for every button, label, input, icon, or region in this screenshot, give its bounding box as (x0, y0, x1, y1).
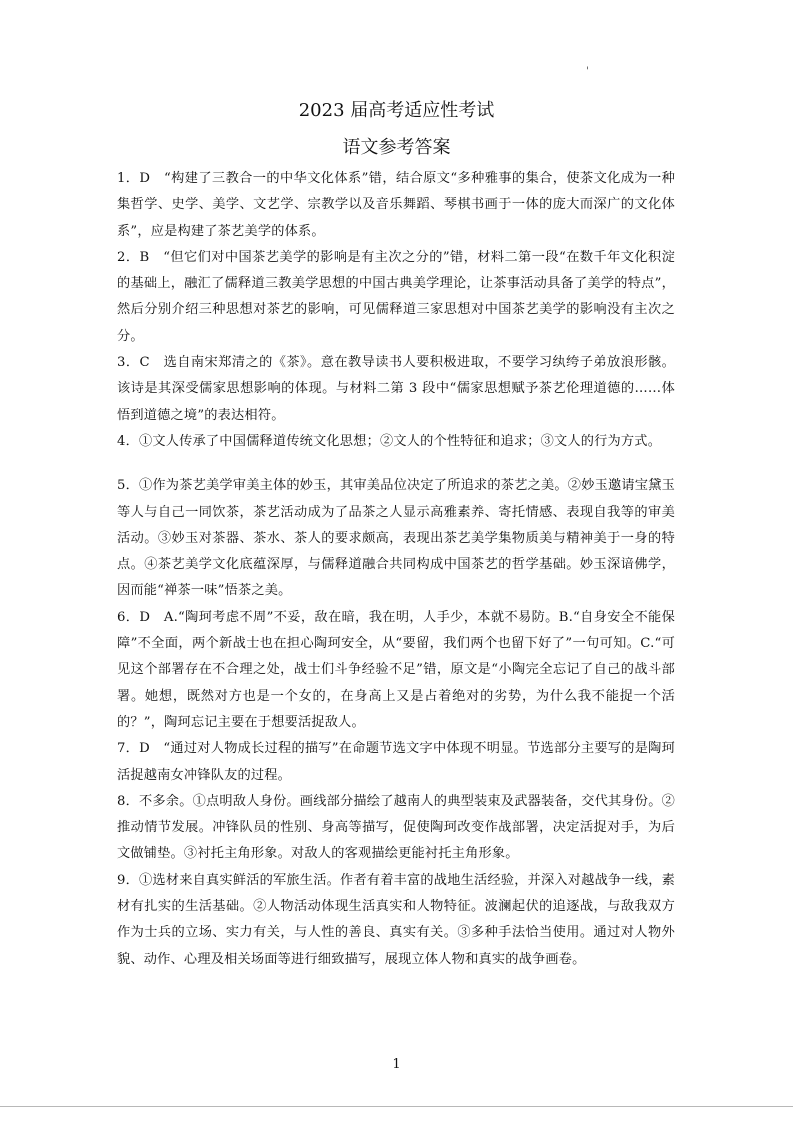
page-number: 1 (392, 1057, 401, 1072)
answer-item: 6．D A.“陶珂考虑不周”不妥，敌在暗，我在明，人手少，本就不易防。B.“自身安全不能保障”不全面，两个新战士也在担心陶珂安全，从“要留，我们两个也留下好了”一句可知。C.“可见这个部署存在不合理之处，战士们斗争经验不足”错，原文是“小陶完全忘记了自己的战斗部署。她想，既然对方也是一个女的，在身高上又是占着绝对的劣势，为什么我不能捉一个活的？”，陶珂忘记主要在于想要活捉敌人。 (117, 609, 675, 730)
answer-item: 8．不多余。①点明敌人身份。画线部分描绘了越南人的典型装束及武器装备，交代其身份。②推动情节发展。冲锋队员的性别、身高等描写，促使陶珂改变作战部署，决定活捉对手，为后文做铺垫。③衬托主角形象。对敌人的客观描绘更能衬托主角形象。 (117, 793, 675, 862)
stray-mark: ' (586, 66, 589, 77)
answer-item: 7．D “通过对人物成长过程的描写”在命题节选文字中体现不明显。节选部分主要写的是陶珂活捉越南女冲锋队友的过程。 (117, 741, 675, 783)
page-title: 2023 届高考适应性考试 (298, 100, 495, 121)
page-bottom-divider (0, 1106, 793, 1107)
answer-item: 2．B “但它们对中国茶艺美学的影响是有主次之分的”错，材料二第一段“在数千年文化积淀的基础上，融汇了儒释道三教美学思想的中国古典美学理论，让茶事活动具备了美学的特点”，然后分别介绍三种思想对茶艺的影响，可见儒释道三家思想对中国茶艺美学的影响没有主次之分。 (117, 249, 675, 344)
page-subtitle: 语文参考答案 (342, 137, 451, 158)
answer-item: 9．①选材来自真实鲜活的军旅生活。作者有着丰富的战地生活经验，并深入对越战争一线，素材有扎实的生活基础。②人物活动体现生活真实和人物特征。波澜起伏的追逐战，与敌我双方作为士兵的立场、实力有关，与人性的善良、真实有关。③多种手法恰当使用。通过对人物外貌、动作、心理及相关场面等进行细致描写，展现立体人物和真实的战争画卷。 (117, 872, 675, 967)
answer-item: 3．C 选自南宋郑清之的《茶》。意在教导读书人要积极进取，不要学习纨绔子弟放浪形骸。该诗是其深受儒家思想影响的体现。与材料二第 3 段中“儒家思想赋予茶艺伦理道德的……体悟到道德之境”的表达相符。 (117, 355, 675, 423)
spacer (117, 455, 675, 473)
answer-item: 1．D “构建了三教合一的中华文化体系”错，结合原文“多种雅事的集合，使茶文化成为一种集哲学、史学、美学、文艺学、宗教学以及音乐舞蹈、琴棋书画于一体的庞大而深广的文化体系”，应是构建了茶艺美学的体系。 (117, 171, 675, 239)
answer-list (117, 166, 675, 973)
answer-item: 4．①文人传承了中国儒释道传统文化思想；②文人的个性特征和追求；③文人的行为方式。 (117, 433, 662, 449)
answer-item: 5．①作为茶艺美学审美主体的妙玉，其审美品位决定了所追求的茶艺之美。②妙玉邀请宝黛玉等人与自己一同饮茶，茶艺活动成为了品茶之人显示高雅素养、寄托情感、表现自我等的审美活动。③妙玉对茶器、茶水、茶人的要求颇高，表现出茶艺美学集物质美与精神美于一身的特点。④茶艺美学文化底蕴深厚，与儒释道融合共同构成中国茶艺的哲学基础。妙玉深谙佛学，因而能“禅茶一味”悟茶之美。 (117, 478, 675, 599)
